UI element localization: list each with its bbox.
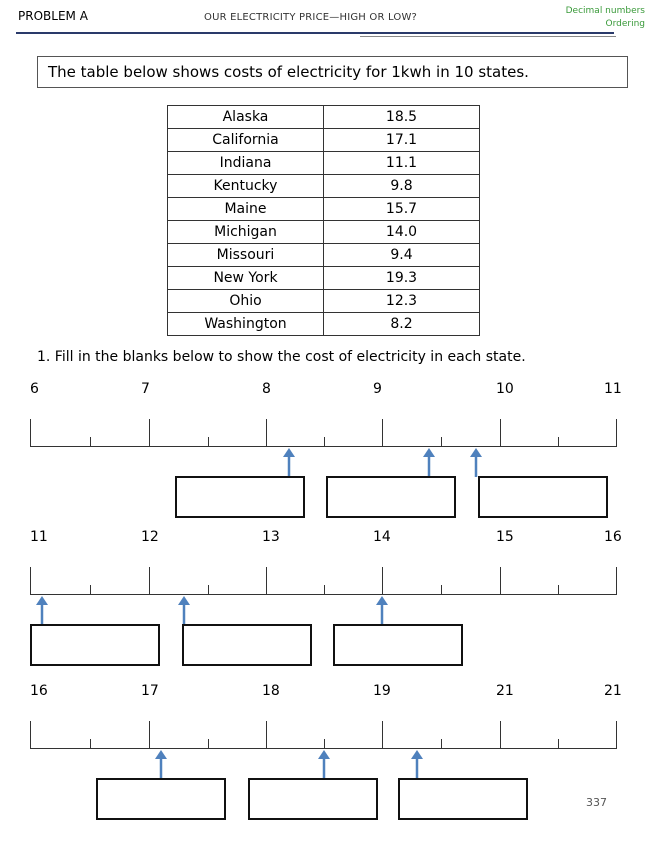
major-tick [30,721,31,749]
price-cell: 17.1 [324,129,480,152]
major-tick [149,721,150,749]
number-line [30,417,616,447]
table-row [168,175,480,198]
price-cell: 11.1 [324,152,480,175]
price-cell: 9.8 [324,175,480,198]
major-tick [382,419,383,447]
price-cell: 12.3 [324,290,480,313]
number-line-label: 8 [262,381,271,397]
number-line-label: 15 [496,529,514,545]
major-tick [500,419,501,447]
major-tick [616,721,617,749]
answer-blank-box[interactable] [398,778,528,820]
state-cell: Maine [168,198,324,221]
number-line-label: 10 [496,381,514,397]
table-row [168,267,480,290]
state-cell: Indiana [168,152,324,175]
minor-tick [208,437,209,447]
table-row [168,313,480,336]
topic-labels [566,5,645,31]
price-cell: 8.2 [324,313,480,336]
number-line-label: 12 [141,529,159,545]
header-divider-secondary [360,36,616,37]
number-line-label: 18 [262,683,280,699]
minor-tick [558,585,559,595]
major-tick [616,567,617,595]
number-line-label: 7 [141,381,150,397]
page-number: 337 [586,796,607,809]
state-cell: Kentucky [168,175,324,198]
number-line-label: 16 [604,529,622,545]
intro-text: The table below shows costs of electricity for 1kwh in 10 states. [37,56,628,88]
number-line-label: 19 [373,683,391,699]
number-line-axis [30,594,616,595]
pointer-arrow-icon [154,749,168,779]
state-cell: Missouri [168,244,324,267]
major-tick [30,419,31,447]
pointer-arrow-icon [35,595,49,625]
number-line-label: 17 [141,683,159,699]
problem-label: PROBLEM A [18,9,88,23]
answer-blank-box[interactable] [333,624,463,666]
topic-line-1: Decimal numbers [565,6,645,16]
electricity-cost-table [167,105,480,336]
state-cell: New York [168,267,324,290]
answer-blank-box[interactable] [478,476,608,518]
number-line-label: 6 [30,381,39,397]
number-line [30,719,616,749]
worksheet-title: OUR ELECTRICITY PRICE—HIGH OR LOW? [204,12,418,23]
table-row [168,221,480,244]
minor-tick [90,739,91,749]
number-line-label: 14 [373,529,391,545]
minor-tick [324,437,325,447]
minor-tick [208,585,209,595]
pointer-arrow-icon [317,749,331,779]
pointer-arrow-icon [177,595,191,625]
table-row [168,244,480,267]
number-line [30,565,616,595]
minor-tick [90,437,91,447]
number-line-axis [30,446,616,447]
number-line-label: 21 [496,683,514,699]
pointer-arrow-icon [469,447,483,477]
question-1: 1. Fill in the blanks below to show the cost of electricity in each state. [37,349,526,365]
major-tick [266,567,267,595]
topic-line-2: Ordering [605,19,645,29]
major-tick [616,419,617,447]
minor-tick [558,437,559,447]
answer-blank-box[interactable] [30,624,160,666]
pointer-arrow-icon [422,447,436,477]
state-cell: California [168,129,324,152]
answer-blank-box[interactable] [248,778,378,820]
minor-tick [441,585,442,595]
minor-tick [208,739,209,749]
minor-tick [90,585,91,595]
major-tick [266,419,267,447]
pointer-arrow-icon [375,595,389,625]
table-row [168,198,480,221]
number-line-label: 13 [262,529,280,545]
pointer-arrow-icon [282,447,296,477]
minor-tick [441,739,442,749]
state-cell: Ohio [168,290,324,313]
major-tick [266,721,267,749]
number-line-label: 11 [30,529,48,545]
number-line-label: 11 [604,381,622,397]
major-tick [500,567,501,595]
answer-blank-box[interactable] [96,778,226,820]
header-divider [16,32,614,34]
state-cell: Michigan [168,221,324,244]
price-cell: 19.3 [324,267,480,290]
major-tick [382,567,383,595]
pointer-arrow-icon [410,749,424,779]
major-tick [30,567,31,595]
major-tick [149,567,150,595]
number-line-label: 9 [373,381,382,397]
number-line-label: 16 [30,683,48,699]
answer-blank-box[interactable] [175,476,305,518]
major-tick [149,419,150,447]
table-row [168,106,480,129]
price-cell: 9.4 [324,244,480,267]
minor-tick [441,437,442,447]
price-cell: 14.0 [324,221,480,244]
minor-tick [324,585,325,595]
minor-tick [558,739,559,749]
state-cell: Alaska [168,106,324,129]
major-tick [500,721,501,749]
table-row [168,290,480,313]
number-line-label: 21 [604,683,622,699]
answer-blank-box[interactable] [326,476,456,518]
minor-tick [324,739,325,749]
answer-blank-box[interactable] [182,624,312,666]
state-cell: Washington [168,313,324,336]
price-cell: 18.5 [324,106,480,129]
table-row [168,129,480,152]
price-cell: 15.7 [324,198,480,221]
major-tick [382,721,383,749]
table-row [168,152,480,175]
